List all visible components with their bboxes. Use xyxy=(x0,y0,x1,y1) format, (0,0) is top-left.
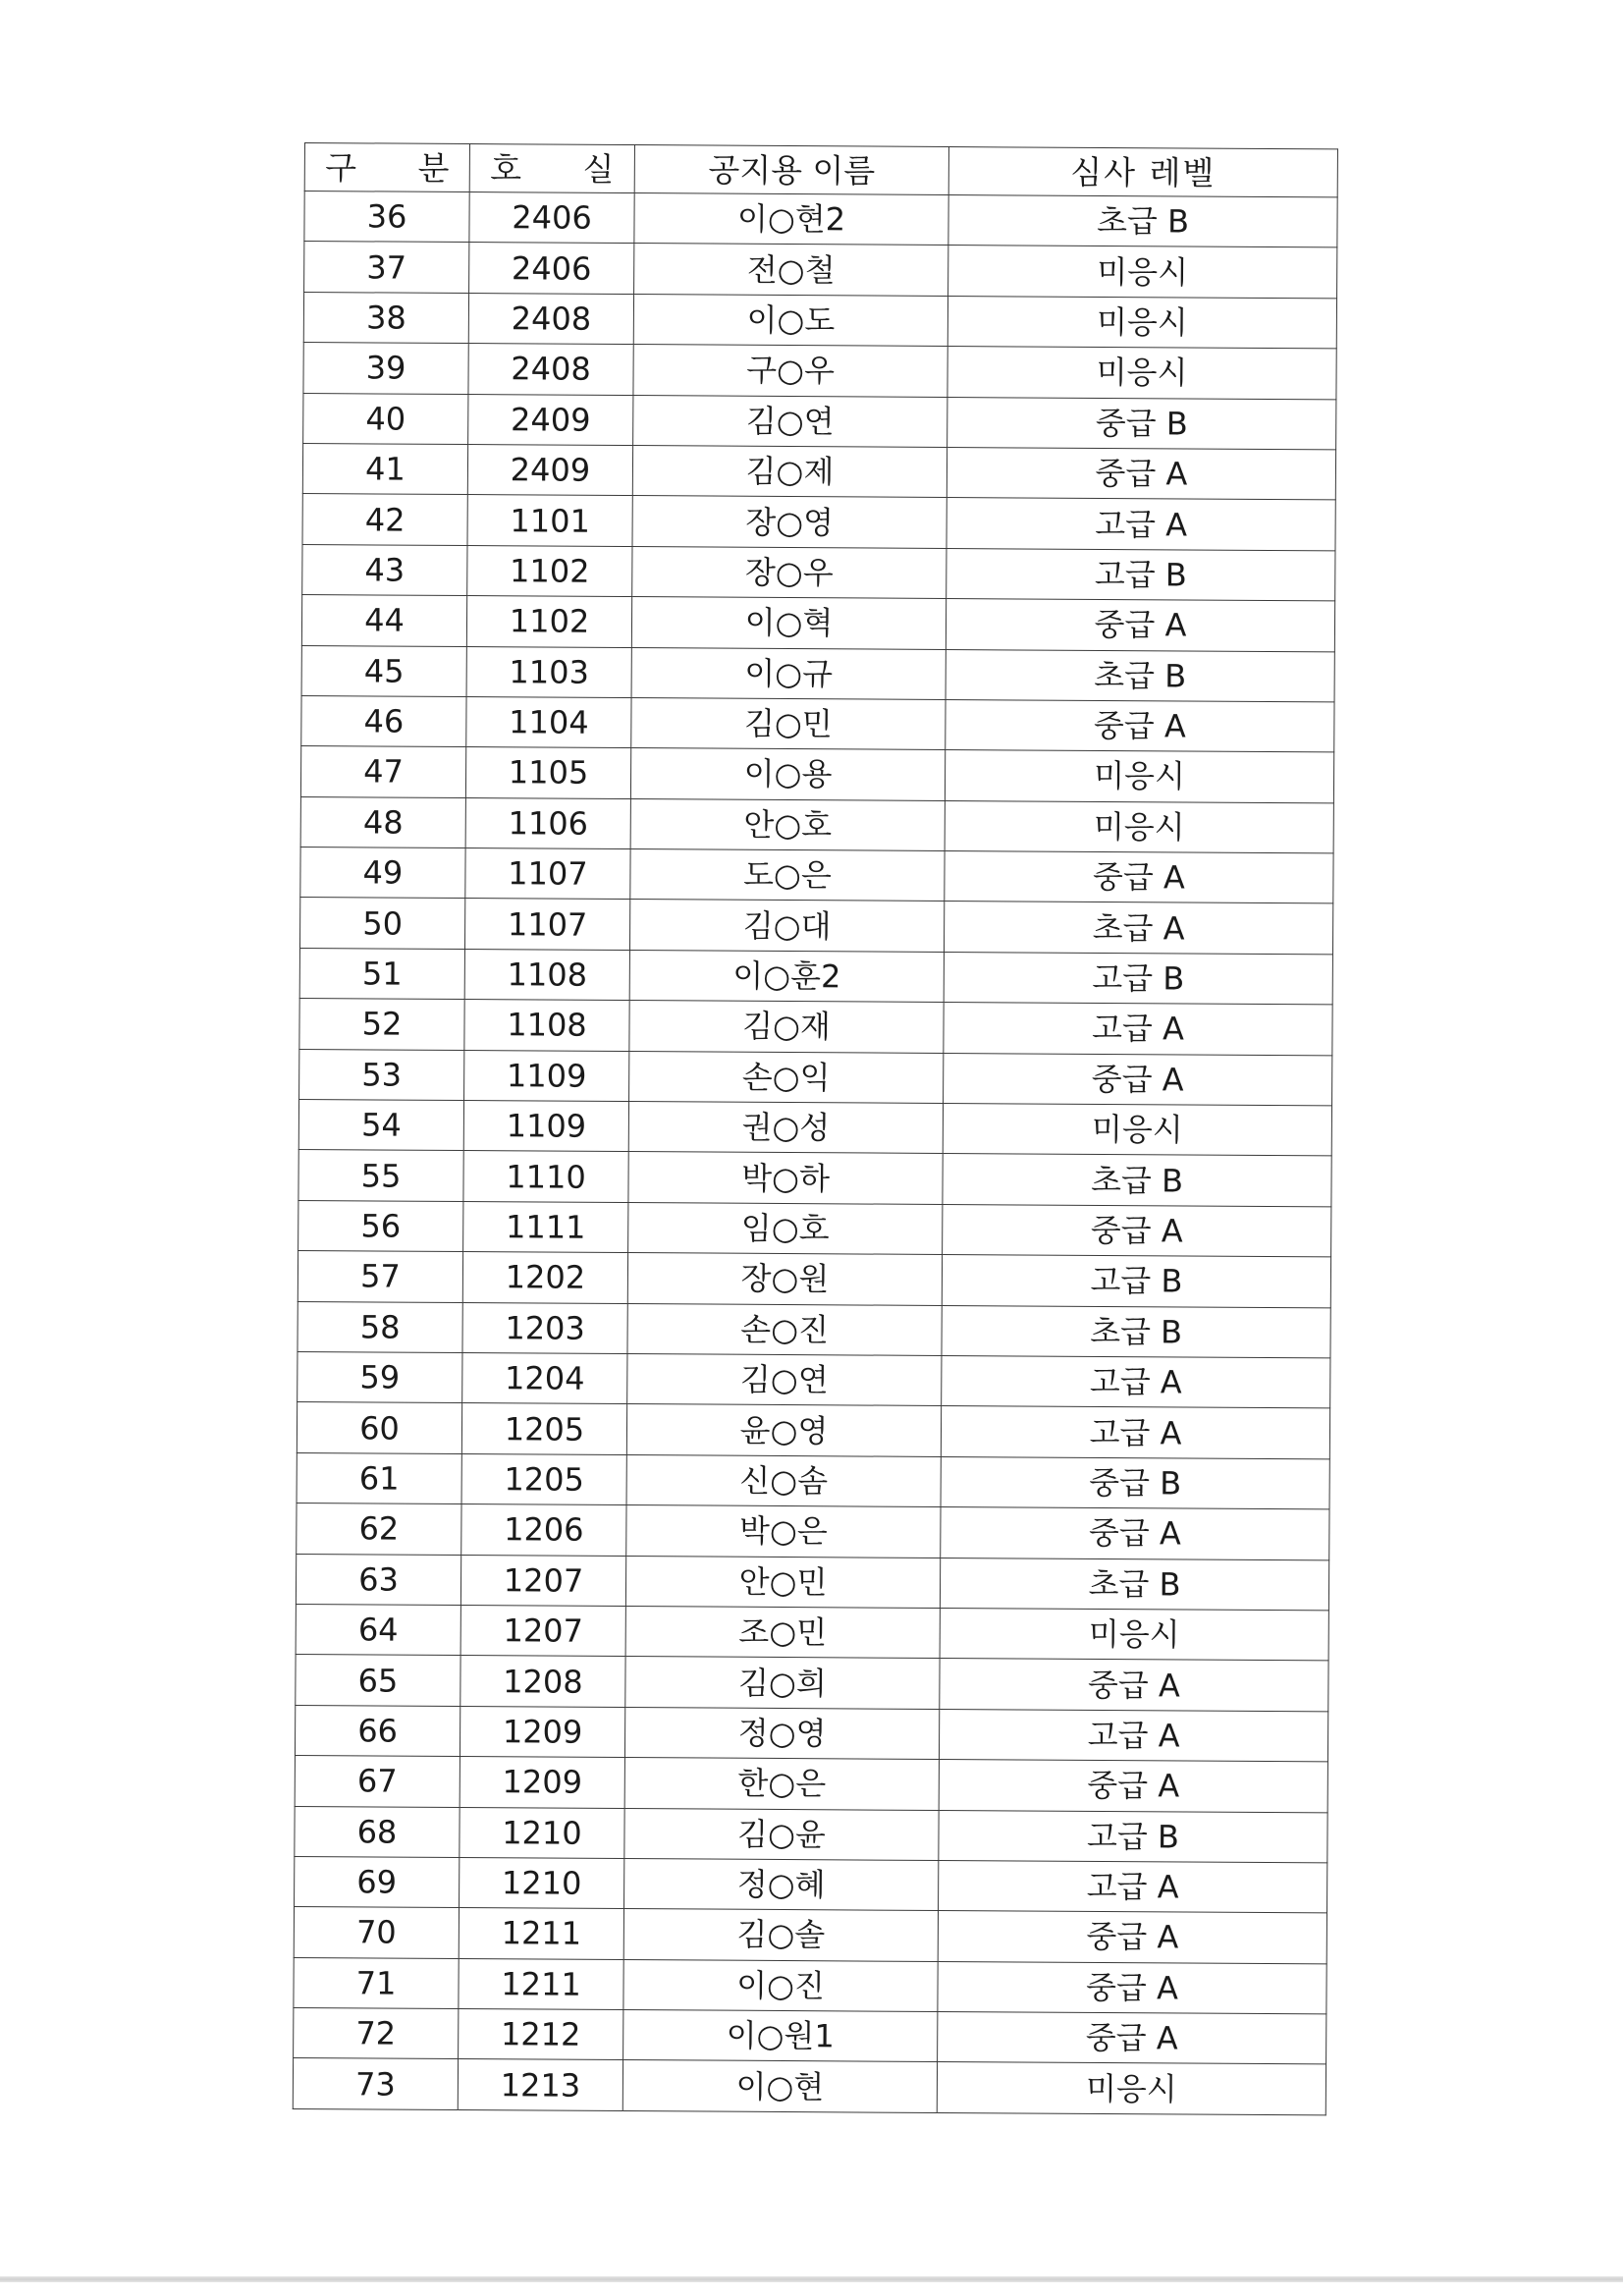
table-row xyxy=(298,1301,1330,1358)
cell-room: 1212 xyxy=(459,2009,623,2060)
cell-evaluation-level: 중급 A xyxy=(946,599,1334,652)
table-row xyxy=(297,1402,1329,1459)
cell-notice-name: 전○철 xyxy=(634,244,948,296)
scan-edge-line xyxy=(0,2276,1623,2282)
cell-room: 2409 xyxy=(467,444,632,495)
cell-room: 1103 xyxy=(466,646,631,697)
cell-evaluation-level: 초급 B xyxy=(943,1154,1331,1207)
cell-room: 1104 xyxy=(466,696,631,747)
table-row xyxy=(301,595,1334,652)
cell-notice-name: 안○민 xyxy=(625,1556,940,1608)
cell-evaluation-level: 고급 A xyxy=(939,1860,1327,1913)
table-row xyxy=(301,645,1334,702)
cell-room: 1210 xyxy=(460,1857,624,1908)
cell-number: 39 xyxy=(303,343,468,394)
cell-notice-name: 이○훈2 xyxy=(629,950,944,1002)
cell-evaluation-level: 고급 A xyxy=(939,1709,1327,1762)
cell-notice-name: 이○혁 xyxy=(631,597,946,649)
cell-notice-name: 김○연 xyxy=(633,395,947,447)
cell-room: 1210 xyxy=(460,1807,624,1858)
cell-evaluation-level: 중급 A xyxy=(939,1760,1327,1813)
table-row xyxy=(304,191,1337,248)
cell-room: 1102 xyxy=(467,545,632,596)
table-row xyxy=(295,1856,1327,1913)
table-row xyxy=(298,1251,1330,1308)
cell-number: 37 xyxy=(304,242,469,293)
table-row xyxy=(298,1351,1330,1408)
cell-number: 46 xyxy=(301,695,466,746)
cell-notice-name: 김○윤 xyxy=(624,1808,939,1860)
cell-room: 1107 xyxy=(465,848,630,900)
cell-evaluation-level: 중급 B xyxy=(947,397,1336,450)
cell-number: 38 xyxy=(303,292,468,343)
cell-evaluation-level: 중급 A xyxy=(938,1961,1326,2014)
cell-number: 57 xyxy=(298,1251,462,1302)
cell-notice-name: 이○용 xyxy=(630,748,945,800)
table-row xyxy=(294,1957,1326,2014)
table-row xyxy=(294,1907,1326,1964)
cell-evaluation-level: 미응시 xyxy=(947,347,1336,400)
cell-number: 48 xyxy=(300,796,465,847)
cell-room: 1109 xyxy=(464,1050,629,1101)
cell-room: 2408 xyxy=(468,293,633,344)
cell-evaluation-level: 중급 A xyxy=(940,1659,1328,1712)
table-row xyxy=(298,1200,1331,1257)
cell-number: 45 xyxy=(301,645,466,696)
table-row xyxy=(300,847,1333,904)
cell-number: 68 xyxy=(295,1806,460,1857)
column-header-evaluation-level: 심사 레벨 xyxy=(948,147,1337,197)
cell-notice-name: 박○하 xyxy=(628,1152,943,1204)
cell-room: 1102 xyxy=(466,596,631,647)
cell-number: 41 xyxy=(302,443,467,494)
table-row xyxy=(299,1049,1332,1106)
cell-notice-name: 윤○영 xyxy=(626,1404,941,1456)
cell-notice-name: 장○원 xyxy=(627,1253,942,1305)
cell-notice-name: 김○솔 xyxy=(623,1909,938,1961)
cell-number: 71 xyxy=(294,1957,459,2008)
table-body xyxy=(293,191,1337,2115)
table-row xyxy=(297,1452,1329,1509)
table-row xyxy=(302,494,1335,551)
cell-number: 63 xyxy=(296,1554,460,1605)
cell-room: 1106 xyxy=(465,797,630,848)
cell-notice-name: 김○희 xyxy=(625,1657,940,1709)
cell-evaluation-level: 중급 B xyxy=(941,1456,1329,1509)
cell-notice-name: 임○호 xyxy=(628,1202,943,1254)
cell-notice-name: 김○제 xyxy=(632,446,947,498)
table-row xyxy=(303,393,1336,450)
cell-number: 66 xyxy=(295,1705,460,1756)
table-row xyxy=(298,1150,1331,1207)
cell-number: 55 xyxy=(298,1150,463,1201)
cell-number: 44 xyxy=(301,595,466,646)
cell-room: 1213 xyxy=(458,2059,622,2110)
table-row xyxy=(299,898,1332,955)
cell-notice-name: 한○은 xyxy=(624,1758,939,1810)
table-row xyxy=(294,2008,1326,2065)
cell-evaluation-level: 중급 A xyxy=(938,1911,1326,1964)
cell-evaluation-level: 중급 A xyxy=(938,2012,1326,2065)
cell-number: 64 xyxy=(296,1604,460,1655)
cell-evaluation-level: 미응시 xyxy=(945,800,1333,853)
cell-evaluation-level: 초급 B xyxy=(948,195,1337,248)
cell-evaluation-level: 미응시 xyxy=(947,296,1336,349)
table-row xyxy=(297,1503,1329,1560)
cell-notice-name: 장○영 xyxy=(632,496,947,548)
cell-evaluation-level: 미응시 xyxy=(945,750,1333,803)
cell-notice-name: 권○성 xyxy=(628,1102,943,1154)
cell-evaluation-level: 고급 B xyxy=(944,952,1332,1005)
cell-number: 54 xyxy=(298,1100,463,1151)
cell-number: 72 xyxy=(294,2008,459,2059)
cell-room: 1209 xyxy=(460,1706,624,1757)
cell-room: 1203 xyxy=(462,1302,627,1353)
evaluation-roster-table xyxy=(293,142,1338,2115)
cell-notice-name: 신○솜 xyxy=(626,1454,941,1506)
cell-notice-name: 정○혜 xyxy=(624,1858,939,1910)
cell-number: 59 xyxy=(298,1351,462,1402)
cell-room: 1211 xyxy=(459,1908,623,1959)
cell-room: 1101 xyxy=(467,495,632,546)
cell-number: 53 xyxy=(299,1049,464,1100)
table-row xyxy=(302,443,1335,500)
cell-evaluation-level: 고급 A xyxy=(944,1003,1332,1056)
cell-evaluation-level: 중급 A xyxy=(946,699,1334,752)
cell-evaluation-level: 고급 A xyxy=(941,1406,1329,1459)
cell-room: 1209 xyxy=(460,1757,624,1808)
cell-number: 36 xyxy=(304,191,469,243)
cell-number: 73 xyxy=(293,2058,458,2109)
table-row xyxy=(300,796,1333,853)
table-row xyxy=(303,292,1336,349)
cell-notice-name: 김○연 xyxy=(627,1354,942,1406)
cell-notice-name: 이○규 xyxy=(631,647,946,699)
cell-room: 1202 xyxy=(462,1252,627,1303)
cell-number: 65 xyxy=(296,1655,460,1706)
cell-evaluation-level: 고급 A xyxy=(942,1355,1330,1408)
cell-evaluation-level: 미응시 xyxy=(943,1104,1331,1157)
table-row xyxy=(295,1756,1327,1813)
cell-number: 60 xyxy=(297,1402,461,1453)
cell-evaluation-level: 중급 A xyxy=(943,1204,1331,1257)
cell-number: 62 xyxy=(297,1503,461,1555)
cell-room: 1108 xyxy=(464,949,629,1000)
cell-number: 40 xyxy=(303,393,468,444)
cell-room: 1204 xyxy=(462,1352,627,1403)
table-row xyxy=(304,242,1337,299)
cell-evaluation-level: 초급 A xyxy=(944,902,1332,955)
cell-evaluation-level: 미응시 xyxy=(937,2062,1325,2115)
column-header-room: 호 실 xyxy=(469,144,634,193)
cell-notice-name: 구○우 xyxy=(633,345,947,397)
cell-room: 1205 xyxy=(461,1403,626,1454)
table-row xyxy=(299,948,1332,1005)
cell-room: 1107 xyxy=(464,899,629,950)
cell-room: 2406 xyxy=(469,192,634,244)
cell-evaluation-level: 고급 B xyxy=(939,1810,1327,1863)
cell-room: 1207 xyxy=(460,1555,625,1606)
table-row xyxy=(301,695,1334,752)
table-row xyxy=(303,343,1336,400)
table-row xyxy=(298,1100,1331,1157)
cell-number: 49 xyxy=(300,847,465,899)
cell-notice-name: 이○진 xyxy=(623,1959,938,2011)
cell-number: 58 xyxy=(298,1301,462,1352)
cell-evaluation-level: 고급 B xyxy=(947,548,1335,601)
table-row xyxy=(293,2058,1325,2115)
cell-notice-name: 김○대 xyxy=(629,900,944,952)
cell-notice-name: 이○원1 xyxy=(623,2010,938,2062)
cell-room: 1208 xyxy=(460,1656,625,1707)
table-row xyxy=(302,544,1335,601)
cell-number: 52 xyxy=(299,999,464,1050)
cell-number: 70 xyxy=(294,1907,459,1958)
cell-notice-name: 안○호 xyxy=(630,798,945,850)
cell-number: 50 xyxy=(299,898,464,949)
table-row xyxy=(296,1554,1328,1611)
cell-room: 1206 xyxy=(461,1504,626,1556)
cell-number: 67 xyxy=(295,1756,460,1807)
cell-room: 2409 xyxy=(468,394,633,445)
cell-notice-name: 손○익 xyxy=(629,1051,944,1103)
cell-evaluation-level: 미응시 xyxy=(948,246,1337,299)
cell-evaluation-level: 중급 A xyxy=(944,1053,1332,1106)
cell-evaluation-level: 중급 A xyxy=(941,1507,1329,1560)
cell-evaluation-level: 초급 B xyxy=(940,1558,1328,1611)
cell-number: 56 xyxy=(298,1200,463,1251)
cell-room: 1105 xyxy=(465,747,630,798)
cell-evaluation-level: 고급 B xyxy=(942,1255,1330,1308)
table-header-row xyxy=(304,143,1337,197)
cell-evaluation-level: 중급 A xyxy=(945,851,1333,904)
cell-notice-name: 김○민 xyxy=(631,697,946,749)
cell-number: 69 xyxy=(295,1856,460,1907)
cell-notice-name: 정○영 xyxy=(624,1707,939,1759)
cell-room: 1110 xyxy=(463,1151,628,1202)
cell-number: 42 xyxy=(302,494,467,545)
cell-room: 2408 xyxy=(468,344,633,395)
cell-notice-name: 조○민 xyxy=(625,1606,940,1658)
cell-number: 47 xyxy=(300,746,465,797)
cell-evaluation-level: 초급 B xyxy=(942,1305,1330,1358)
cell-evaluation-level: 중급 A xyxy=(947,447,1335,500)
cell-evaluation-level: 고급 A xyxy=(947,498,1335,551)
table-row xyxy=(296,1655,1328,1712)
cell-notice-name: 이○현 xyxy=(622,2060,937,2112)
cell-number: 43 xyxy=(302,544,467,595)
table-row xyxy=(299,999,1332,1056)
cell-room: 1207 xyxy=(460,1605,625,1656)
cell-evaluation-level: 미응시 xyxy=(940,1608,1328,1661)
cell-notice-name: 장○우 xyxy=(632,546,947,598)
column-header-number: 구 분 xyxy=(304,143,469,192)
cell-notice-name: 이○현2 xyxy=(634,193,948,246)
column-header-notice-name: 공지용 이름 xyxy=(634,145,948,195)
cell-notice-name: 도○은 xyxy=(630,849,945,902)
cell-number: 51 xyxy=(299,948,464,999)
table-row xyxy=(295,1705,1327,1762)
cell-room: 1111 xyxy=(463,1201,628,1252)
cell-room: 2406 xyxy=(469,243,634,294)
cell-room: 1205 xyxy=(461,1453,626,1504)
cell-notice-name: 김○재 xyxy=(629,1001,944,1053)
table-row xyxy=(296,1604,1328,1661)
cell-notice-name: 이○도 xyxy=(633,294,947,346)
cell-number: 61 xyxy=(297,1452,461,1503)
cell-room: 1109 xyxy=(463,1101,628,1152)
table-row xyxy=(300,746,1333,803)
cell-room: 1108 xyxy=(464,1000,629,1051)
cell-notice-name: 박○은 xyxy=(626,1505,941,1558)
cell-notice-name: 손○진 xyxy=(627,1303,942,1355)
cell-room: 1211 xyxy=(459,1958,623,2009)
cell-evaluation-level: 초급 B xyxy=(946,649,1334,702)
table-row xyxy=(295,1806,1327,1863)
